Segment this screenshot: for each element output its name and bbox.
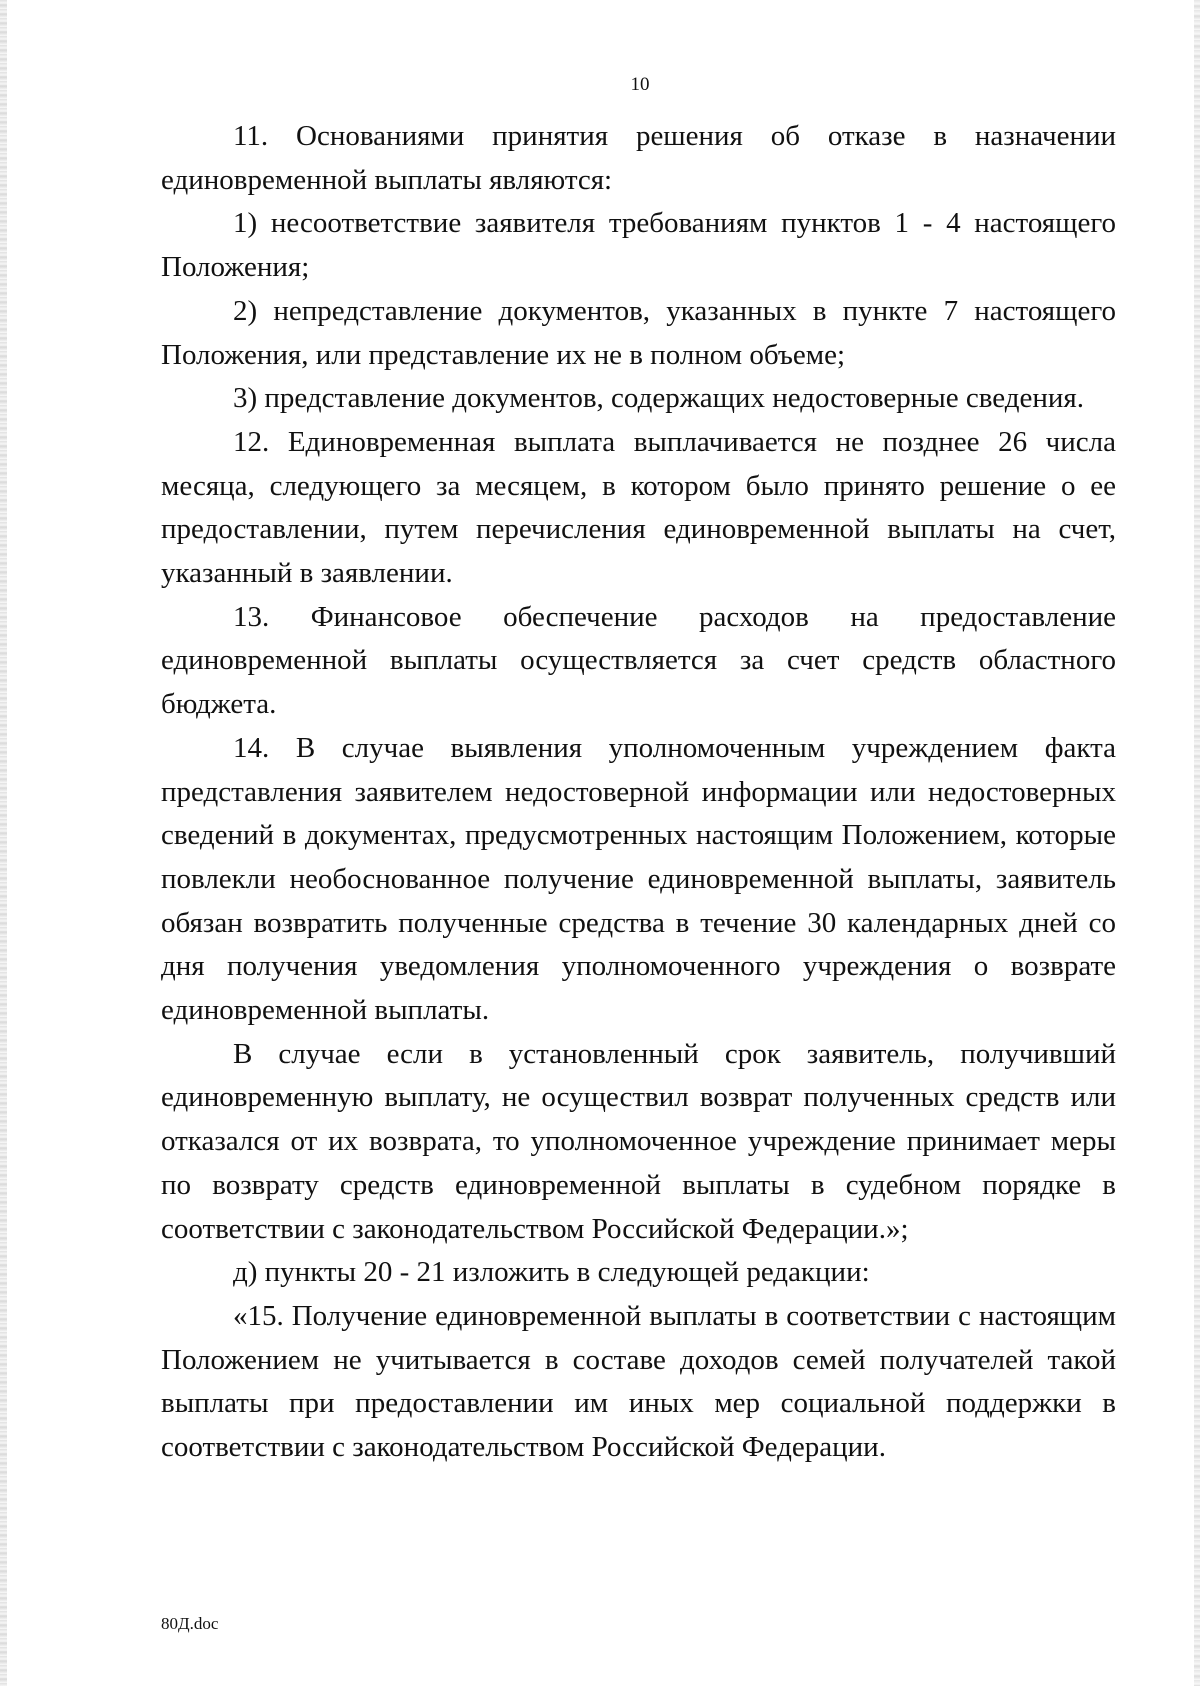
page-number: 10 [630,74,650,95]
paragraph-amendment-d: д) пункты 20 - 21 изложить в следующей редакции: [233,1256,870,1289]
paragraph-item-14-continuation: В случае если в установленный срок заявитель, получивший единовременную выплату, не осуществил возврат полученных средств или отказался от их возврата, то уполномоченное учреждение принимает меры по возврату средств единовременной выплаты в судебном порядке в соответствии с законодательством Российской Федерации.»; [161,1037,1116,1245]
document-body [161,115,1116,1470]
paragraph-item-12: 12. Единовременная выплата выплачивается не позднее 26 числа месяца, следующего за месяцем, в котором было принято решение о ее предоставлении, путем перечисления единовременной выплаты на счет, указанный в заявлении. [161,425,1116,590]
paragraph-item-15: «15. Получение единовременной выплаты в соответствии с настоящим Положением не учитывается в составе доходов семей получателей такой выплаты при предоставлении им иных мер социальной поддержки в соответствии с законодательством Российской Федерации. [161,1299,1116,1464]
scan-edge-left [0,0,7,1686]
paragraph-subitem-3: 3) представление документов, содержащих недостоверные сведения. [233,382,1085,415]
paragraph-item-11: 11. Основаниями принятия решения об отказе в назначении единовременной выплаты являются: [161,120,1116,196]
paragraph-subitem-2: 2) непредставление документов, указанных в пункте 7 настоящего Положения, или представление их не в полном объеме; [161,294,1116,371]
paragraph-item-13: 13. Финансовое обеспечение расходов на предоставление единовременной выплаты осуществляется за счет средств областного бюджета. [161,600,1116,721]
file-name-footer: 80Д.doc [161,1614,219,1633]
scan-edge-right [1194,0,1200,1686]
paragraph-subitem-1: 1) несоответствие заявителя требованиям пунктов 1 - 4 настоящего Положения; [161,207,1116,284]
paragraph-item-14: 14. В случае выявления уполномоченным учреждением факта представления заявителем недостоверной информации или недостоверных сведений в документах, предусмотренных настоящим Положением, которые повлекли необоснованное получение единовременной выплаты, заявитель обязан возвратить полученные средства в течение 30 календарных дней со дня получения уведомления уполномоченного учреждения о возврате единовременной выплаты. [161,731,1116,1027]
